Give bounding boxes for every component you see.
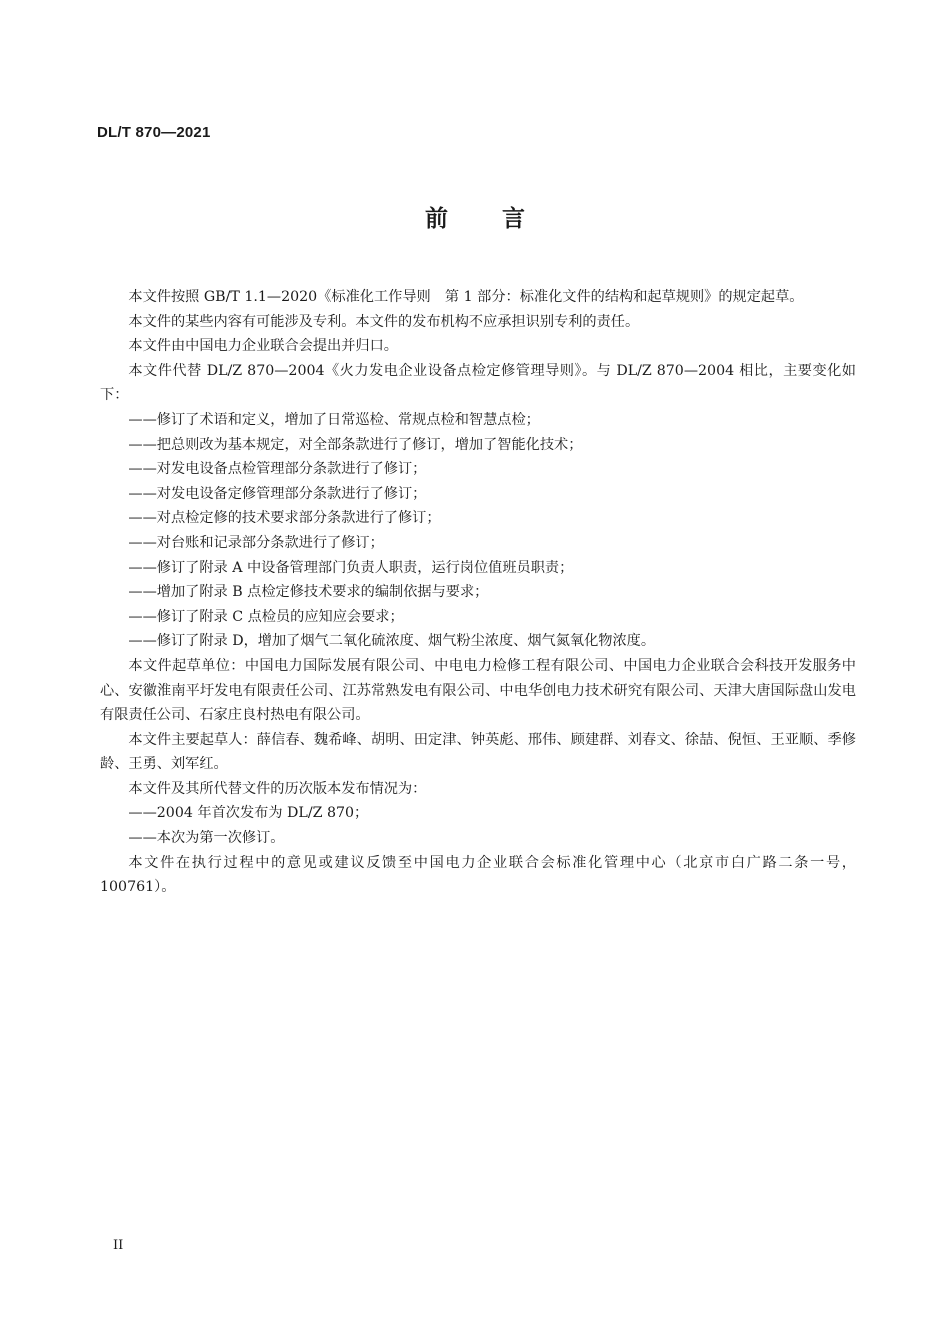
list-item-change: ——对点检定修的技术要求部分条款进行了修订； xyxy=(128,510,441,527)
document-code: DL/T 870—2021 xyxy=(97,124,211,141)
page-title: 前言 xyxy=(425,206,579,232)
list-item-change: ——对发电设备点检管理部分条款进行了修订； xyxy=(128,461,427,478)
list-item-change: ——修订了术语和定义，增加了日常巡检、常规点检和智慧点检； xyxy=(128,411,540,428)
list-item-change: ——增加了附录 B 点检定修技术要求的编制依据与要求； xyxy=(128,584,489,601)
list-item-change: ——对台账和记录部分条款进行了修订； xyxy=(128,534,384,551)
list-item-version: ——2004 年首次发布为 DL/Z 870； xyxy=(128,805,369,822)
paragraph-drafting-rules: 本文件按照 GB/T 1.1—2020《标准化工作导则 第 1 部分：标准化文件的结构和起草规则》的规定起草。 xyxy=(128,289,804,305)
page-number: II xyxy=(113,1238,124,1253)
paragraph-drafting-units: 本文件起草单位：中国电力国际发展有限公司、中电电力检修工程有限公司、中国电力企业联合会科技开发服务中心、安徽淮南平圩发电有限责任公司、江苏常熟发电有限公司、中电华创电力技术研究有限公司、天津大唐国际盘山发电有限责任公司、石家庄良村热电有限公司。 xyxy=(100,657,856,724)
paragraph-feedback: 本文件在执行过程中的意见或建议反馈至中国电力企业联合会标准化管理中心（北京市白广路二条一号，100761）。 xyxy=(100,854,856,896)
list-item-version: ——本次为第一次修订。 xyxy=(128,830,285,847)
list-item-change: ——对发电设备定修管理部分条款进行了修订； xyxy=(128,485,427,502)
paragraph-proposer: 本文件由中国电力企业联合会提出并归口。 xyxy=(128,338,398,355)
foreword-body xyxy=(100,285,856,900)
list-item-change: ——修订了附录 A 中设备管理部门负责人职责，运行岗位值班员职责； xyxy=(128,559,574,576)
list-item-change: ——修订了附录 C 点检员的应知应会要求； xyxy=(128,608,404,625)
list-item-change: ——修订了附录 D，增加了烟气二氧化硫浓度、烟气粉尘浓度、烟气氮氧化物浓度。 xyxy=(128,633,656,650)
paragraph-replacement: 本文件代替 DL/Z 870—2004《火力发电企业设备点检定修管理导则》。与 DL/Z 870—2004 相比，主要变化如下： xyxy=(100,362,856,404)
paragraph-version-history: 本文件及其所代替文件的历次版本发布情况为： xyxy=(128,780,427,797)
paragraph-drafters: 本文件主要起草人：薛信春、魏希峰、胡明、田定津、钟英彪、邢伟、顾建群、刘春文、徐喆、倪恒、王亚顺、季修龄、王勇、刘军红。 xyxy=(100,731,856,773)
paragraph-patent-notice: 本文件的某些内容有可能涉及专利。本文件的发布机构不应承担识别专利的责任。 xyxy=(128,313,640,330)
list-item-change: ——把总则改为基本规定，对全部条款进行了修订，增加了智能化技术； xyxy=(128,436,583,453)
